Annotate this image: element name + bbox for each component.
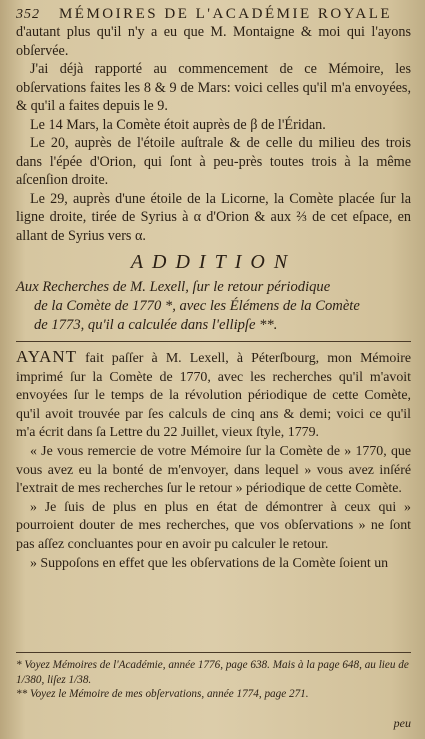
divider bbox=[16, 341, 411, 342]
subhead-line-2: de la Comète de 1770 *, avec les Élémens de la Comète bbox=[34, 298, 360, 314]
quote-paragraph-3: » Suppoſons en effet que les obſervations de la Comète ſoient un bbox=[30, 555, 389, 571]
footnote-rule bbox=[16, 652, 411, 653]
footnote-1: * Voyez Mémoires de l'Académie, année 1776, page 638. Mais à la page 648, au lieu de 1/380, liſez 1/38. bbox=[16, 659, 409, 686]
running-title: MÉMOIRES DE L'ACADÉMIE ROYALE bbox=[58, 6, 393, 22]
quote-paragraph-2: » Je ſuis de plus en plus en état de démontrer à ceux qui » pourroient douter de mes recherches, que vos obſervations » ne ſont pas aſſez concluantes pour en avoir pu calculer le retour. bbox=[16, 499, 411, 552]
paragraph-5: Le 29, auprès d'une étoile de la Licorne, la Comète placée ſur la ligne droite, tirée de Syrius à α d'Orion & aux ⅔ de cet eſpace, en allant de Syrius vers α. bbox=[16, 190, 411, 244]
footnote-2: ** Voyez le Mémoire de mes obſervations, année 1774, page 271. bbox=[16, 688, 309, 700]
running-header bbox=[16, 6, 411, 23]
page-number: 352 bbox=[16, 7, 40, 22]
catchword: peu bbox=[393, 716, 411, 730]
paragraph-4: Le 20, auprès de l'étoile auſtrale & de celle du milieu des trois dans l'épée d'Orion, qui ſont à peu-près toutes trois à la même aſcenſion droite. bbox=[16, 135, 411, 188]
paragraph-3: Le 14 Mars, la Comète étoit auprès de β de l'Éridan. bbox=[30, 116, 326, 133]
subhead-line-3: de 1773, qu'il a calculée dans l'ellipſe **. bbox=[34, 317, 278, 333]
paragraph-1: d'autant plus qu'il n'y a eu que M. Montaigne & moi qui l'ayons obſervée. bbox=[16, 24, 411, 59]
letter-body bbox=[16, 348, 411, 573]
quote-paragraph-1: « Je vous remercie de votre Mémoire ſur la Comète de » 1770, que vous avez eu la bonté de m'envoyer, dans lequel » vous avez inſéré l'extrait de mes recherches ſur le retour » périodique de cette Comète. bbox=[16, 443, 411, 497]
subhead-line-1: Aux Recherches de M. Lexell, ſur le retour périodique bbox=[16, 279, 331, 295]
drop-word: AYANT bbox=[16, 347, 78, 366]
letter-paragraph: fait paſſer à M. Lexell, à Péterſbourg, mon Mémoire imprimé ſur la Comète de 1770, avec les recherches qu'il m'avoit envoyées ſur le temps de la révolution périodique de cette Comète, qu'il avoit trouvée par ſes calculs de cinq ans & demi; voici ce qu'il m'a écrit dans ſa Lettre du 22 Juillet, vieux ſtyle, 1779. bbox=[16, 351, 411, 441]
section-title: ADDITION bbox=[130, 251, 297, 273]
section-subheading bbox=[16, 278, 411, 335]
paragraph-2: J'ai déjà rapporté au commencement de ce Mémoire, les obſervations faites les 8 & 9 de Mars: voici celles qu'il m'a envoyées, & qu'il a faites depuis le 9. bbox=[16, 61, 411, 114]
footnotes bbox=[16, 652, 411, 702]
